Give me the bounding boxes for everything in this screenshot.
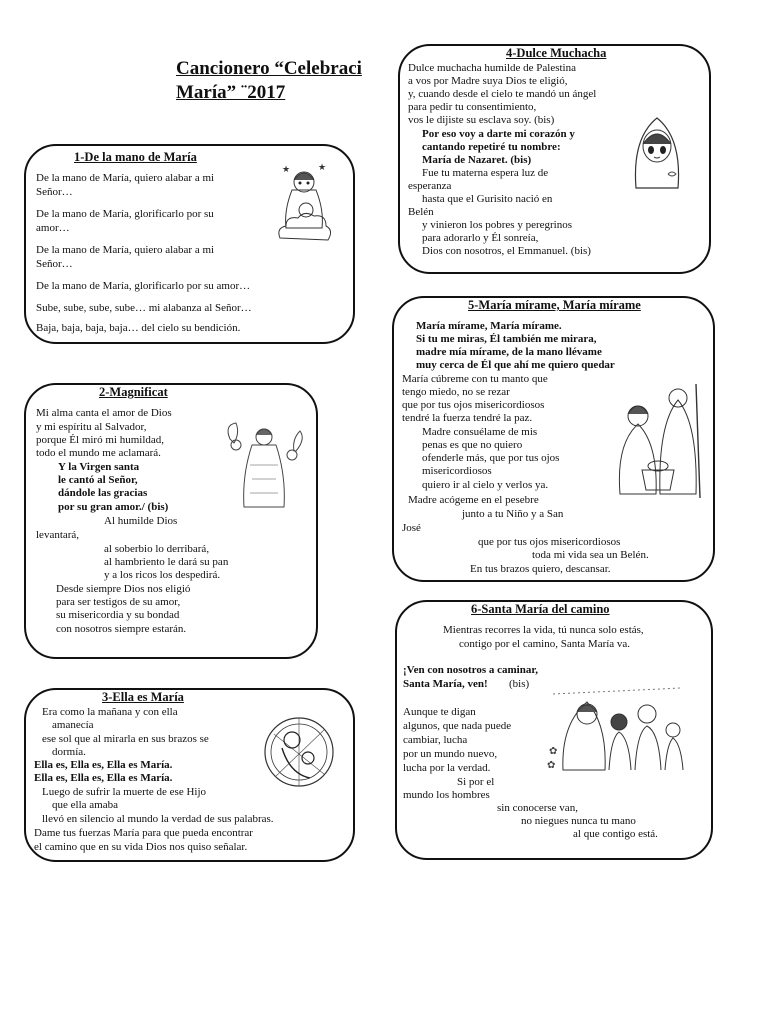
song-line: De la mano de María, quiero alabar a mi — [36, 244, 215, 256]
song-line: Aunque te digan — [403, 706, 476, 718]
song-line: su misericordia y su bondad — [56, 609, 180, 621]
virgin-angels-illustration — [222, 415, 308, 515]
song-line: algunos, que nada puede — [403, 720, 512, 732]
song-title: 2-Magnificat — [99, 385, 168, 399]
song-title: 1-De la mano de María — [74, 150, 197, 164]
song-line: amor… — [36, 222, 70, 234]
song-line: María de Nazaret. (bis) — [422, 154, 532, 166]
song-line: Fue tu materna espera luz de — [422, 167, 549, 179]
song-title: 5-María mírame, María mírame — [468, 298, 641, 312]
song-line: para pedir tu consentimiento, — [408, 101, 537, 113]
song-line: al que contigo está. — [573, 828, 658, 840]
song-line: En tus brazos quiero, descansar. — [470, 563, 611, 575]
song-line: madre mía mírame, de la mano llévame — [416, 346, 602, 358]
song-line: para adorarlo y Él sonreía, — [422, 232, 539, 244]
song-line: Dios con nosotros, el Emmanuel. (bis) — [422, 245, 591, 257]
song-line: misericordiosos — [422, 465, 492, 477]
song-line: al hambriento le dará su pan — [104, 556, 229, 568]
song-line: Y la Virgen santa — [58, 461, 140, 473]
song-line: con nosotros siempre estarán. — [56, 623, 187, 635]
song-line: amanecía — [52, 719, 94, 731]
song-line: toda mi vida sea un Belén. — [532, 549, 649, 561]
song-line: contigo por el camino, Santa María va. — [459, 638, 631, 650]
song-line: Señor… — [36, 258, 73, 270]
song-line: por un mundo nuevo, — [403, 748, 498, 760]
svg-text:✿: ✿ — [549, 746, 558, 757]
song-line: dándole las gracias — [58, 487, 148, 499]
song-line: y mi espíritu al Salvador, — [36, 421, 147, 433]
song-title: 3-Ella es María — [102, 690, 184, 704]
song-line: Belén — [408, 206, 434, 218]
song-line: junto a tu Niño y a San — [462, 508, 564, 520]
song-box-2 — [24, 383, 318, 659]
song-line: todo el mundo me aclamará. — [36, 447, 161, 459]
song-line: Ella es, Ella es, Ella es María. — [34, 759, 173, 771]
song-line: que ella amaba — [52, 799, 118, 811]
song-line: Baja, baja, baja, baja… del cielo su bendición. — [36, 322, 241, 334]
song-line: José — [402, 522, 421, 534]
song-line: María cúbreme con tu manto que — [402, 373, 548, 385]
svg-text:✿: ✿ — [547, 760, 556, 771]
song-line: Si por el — [457, 776, 495, 788]
song-line: ese sol que al mirarla en sus brazos se — [42, 733, 209, 745]
song-line: Madre acógeme en el pesebre — [408, 494, 539, 506]
song-line: Por eso voy a darte mi corazón y — [422, 128, 575, 140]
song-line: hasta que el Gurisito nació en — [422, 193, 553, 205]
song-line: ¡Ven con nosotros a caminar, — [403, 664, 538, 676]
song-box-6 — [395, 600, 713, 860]
song-line: al soberbio lo derribará, — [104, 543, 210, 555]
song-box-4 — [398, 44, 711, 274]
song-line: Desde siempre Dios nos eligió — [56, 583, 191, 595]
song-line: por su gran amor./ (bis) — [58, 501, 169, 513]
song-title: 6-Santa María del camino — [471, 602, 610, 616]
song-line: a vos por Madre suya Dios te eligió, — [408, 75, 568, 87]
song-line: Mientras recorres la vida, tú nunca solo estás, — [443, 624, 644, 636]
nativity-illustration — [608, 374, 708, 504]
song-line: (bis) — [509, 678, 530, 690]
song-line: De la mano de María, glorificarlo por su — [36, 208, 214, 220]
song-line: Ella es, Ella es, Ella es María. — [34, 772, 173, 784]
stained-glass-mary-illustration — [262, 704, 336, 800]
song-line: Madre consuélame de mis — [422, 426, 538, 438]
song-line: Si tu me miras, Él también me mirara, — [416, 333, 597, 345]
song-line: tendré la fuerza tendré la paz. — [402, 412, 533, 424]
song-box-5 — [392, 296, 715, 582]
song-line: para ser testigos de su amor, — [56, 596, 181, 608]
song-line: que por tus ojos misericordiosos — [478, 536, 621, 548]
song-title: 4-Dulce Muchacha — [506, 46, 607, 60]
song-line: Mi alma canta el amor de Dios — [36, 407, 172, 419]
song-line: levantará, — [36, 529, 80, 541]
song-box-3 — [24, 688, 355, 862]
song-line: y a los ricos los despedirá. — [104, 569, 221, 581]
song-line: cantando repetiré tu nombre: — [422, 141, 561, 153]
song-line: Al humilde Dios — [104, 515, 178, 527]
svg-text:★: ★ — [318, 162, 327, 172]
song-line: quiero ir al cielo y verlos ya. — [422, 479, 549, 491]
song-line: dormía. — [52, 746, 86, 758]
song-line: vos le dijiste su esclava soy. (bis) — [408, 114, 555, 126]
song-line: sin conocerse van, — [497, 802, 578, 814]
song-line: Señor… — [36, 186, 73, 198]
mary-children-illustration — [543, 684, 691, 774]
song-line: María mírame, María mírame. — [416, 320, 562, 332]
song-line: el camino que en su vida Dios nos quiso señalar. — [34, 841, 248, 853]
song-line: Luego de sufrir la muerte de ese Hijo — [42, 786, 207, 798]
song-line: y vinieron los pobres y peregrinos — [422, 219, 572, 231]
virgin-mary-clouds-illustration — [272, 160, 336, 250]
song-line: llevó en silencio al mundo la verdad de sus palabras. — [42, 813, 274, 825]
svg-text:★: ★ — [282, 164, 291, 174]
young-mary-illustration — [626, 108, 688, 198]
page-title-line1: Cancionero “Celebraci — [176, 58, 362, 79]
song-line: esperanza — [408, 180, 452, 192]
page-title-line2: María” ¨2017 — [176, 82, 286, 103]
song-line: cambiar, lucha — [403, 734, 468, 746]
song-line: Dulce muchacha humilde de Palestina — [408, 62, 576, 74]
song-line: no niegues nunca tu mano — [521, 815, 636, 827]
song-line: que por tus ojos misericordiosos — [402, 399, 545, 411]
song-line: ofenderle más, que por tus ojos — [422, 452, 560, 464]
song-line: Sube, sube, sube, sube… mi alabanza al Señor… — [36, 302, 252, 314]
song-line: muy cerca de Él que ahí me quiero quedar — [416, 359, 615, 371]
song-line: De la mano de María, quiero alabar a mi — [36, 172, 215, 184]
song-line: penas es que no quiero — [422, 439, 523, 451]
song-line: y, cuando desde el cielo te mandó un ángel — [408, 88, 597, 100]
song-line: Era como la mañana y con ella — [42, 706, 178, 718]
song-line: lucha por la verdad. — [403, 762, 491, 774]
song-line: le cantó al Señor, — [58, 474, 138, 486]
song-line: Dame tus fuerzas María para que pueda encontrar — [34, 827, 253, 839]
song-line: De la mano de María, glorificarlo por su amor… — [36, 280, 251, 292]
song-line: mundo los hombres — [403, 789, 490, 801]
song-line: Santa María, ven! — [403, 678, 488, 690]
song-line: tengo miedo, no se rezar — [402, 386, 510, 398]
song-box-1 — [24, 144, 355, 344]
song-line: porque Él miró mi humildad, — [36, 434, 165, 446]
